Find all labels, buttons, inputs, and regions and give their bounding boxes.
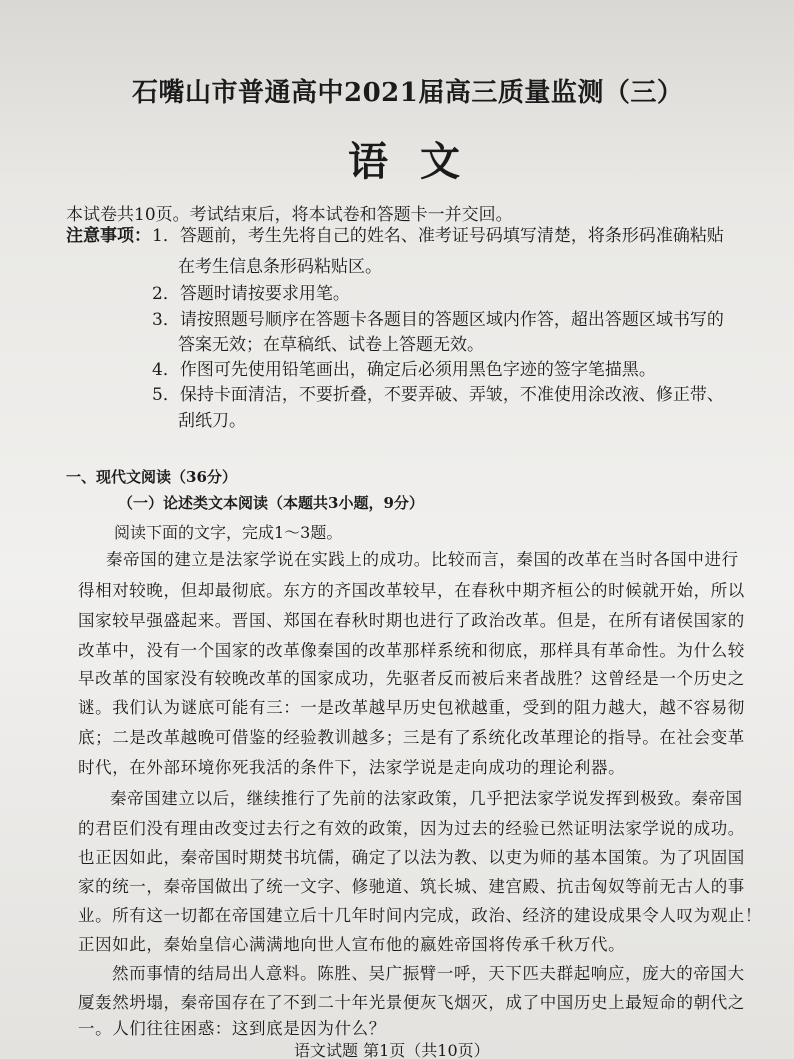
passage-line: 厦轰然坍塌，秦帝国存在了不到二十年光景便灰飞烟灭，成了中国历史上最短命的朝代之 (78, 993, 745, 1012)
section-heading: 一、现代文阅读（36分） (66, 468, 237, 486)
passage-line: 早改革的国家没有较晚改革的国家成功，先驱者反而被后来者战胜？这曾经是一个历史之 (78, 669, 745, 688)
passage-line: 国家较早强盛起来。晋国、郑国在春秋时期也进行了政治改革。但是，在所有诸侯国家的 (78, 611, 745, 630)
passage-line: 秦帝国的建立是法家学说在实践上的成功。比较而言，秦国的改革在当时各国中进行 (106, 550, 739, 569)
passage-line: 一。人们往往困惑：这到底是因为什么？ (78, 1019, 386, 1038)
passage-line: 秦帝国建立以后，继续推行了先前的法家政策，几乎把法家学说发挥到极致。秦帝国 (110, 789, 743, 808)
exam-title: 石嘴山市普通高中2021届高三质量监测（三） (132, 78, 684, 108)
passage-line: 家的统一，秦帝国做出了统一文字、修驰道、筑长城、建宫殿、抗击匈奴等前无古人的事 (78, 877, 745, 896)
subsection-heading: （一）论述类文本阅读（本题共3小题，9分） (118, 494, 424, 512)
notice-label: 注意事项： (66, 226, 151, 246)
passage-line: 时代，在外部环境你死我活的条件下，法家学说是走向成功的理论利器。 (78, 758, 626, 777)
passage-line: 的君臣们没有理由改变过去行之有效的政策，因为过去的经验已然证明法家学说的成功。 (78, 819, 745, 838)
passage-line: 得相对较晚，但却最彻底。东方的齐国改革较早，在春秋中期齐桓公的时候就开始，所以 (78, 581, 745, 600)
notice-item-3: 3．请按照题号顺序在答题卡各题目的答题区域内作答，超出答题区域书写的 (152, 310, 724, 330)
passage-line: 正因如此，秦始皇信心满满地向世人宣布他的嬴姓帝国将传承千秋万代。 (78, 935, 626, 954)
notice-item-5: 5．保持卡面清洁，不要折叠，不要弄破、弄皱，不准使用涂改液、修正带、 (152, 385, 724, 405)
notice-item-2: 2．答题时请按要求用笔。 (152, 284, 350, 304)
passage-line: 谜。我们认为谜底可能有三：一是改革越早历史包袱越重，受到的阻力越大，越不容易彻 (78, 698, 745, 717)
passage-line: 改革中，没有一个国家的改革像秦国的改革那样系统和彻底，那样具有革命性。为什么较 (78, 641, 745, 660)
passage-line: 也正因如此，秦帝国时期焚书坑儒，确定了以法为教、以吏为师的基本国策。为了巩固国 (78, 848, 745, 867)
page-footer: 语文试题 第1页（共10页） (294, 1041, 490, 1059)
notice-item-3-cont: 答案无效；在草稿纸、试卷上答题无效。 (178, 335, 484, 355)
passage-line: 然而事情的结局出人意料。陈胜、吴广振臂一呼，天下匹夫群起响应，庞大的帝国大 (112, 964, 745, 983)
notice-item-1-cont: 在考生信息条形码粘贴区。 (178, 257, 382, 277)
notice-item-5-cont: 刮纸刀。 (178, 411, 246, 431)
passage-line: 底；二是改革越晚可借鉴的经验教训越多；三是有了系统化改革理论的指导。在社会变革 (78, 728, 745, 747)
subject-heading: 语文 (348, 138, 492, 185)
exam-intro: 本试卷共10页。考试结束后，将本试卷和答题卡一并交回。 (66, 205, 513, 225)
passage-line: 业。所有这一切都在帝国建立后十几年时间内完成，政治、经济的建设成果令人叹为观止！ (78, 906, 762, 925)
notice-item-1: 1．答题前，考生先将自己的姓名、准考证号码填写清楚，将条形码准确粘贴 (152, 226, 724, 246)
reading-instruction: 阅读下面的文字，完成1～3题。 (114, 523, 343, 542)
notice-item-4: 4．作图可先使用铅笔画出，确定后必须用黑色字迹的签字笔描黑。 (152, 360, 656, 380)
